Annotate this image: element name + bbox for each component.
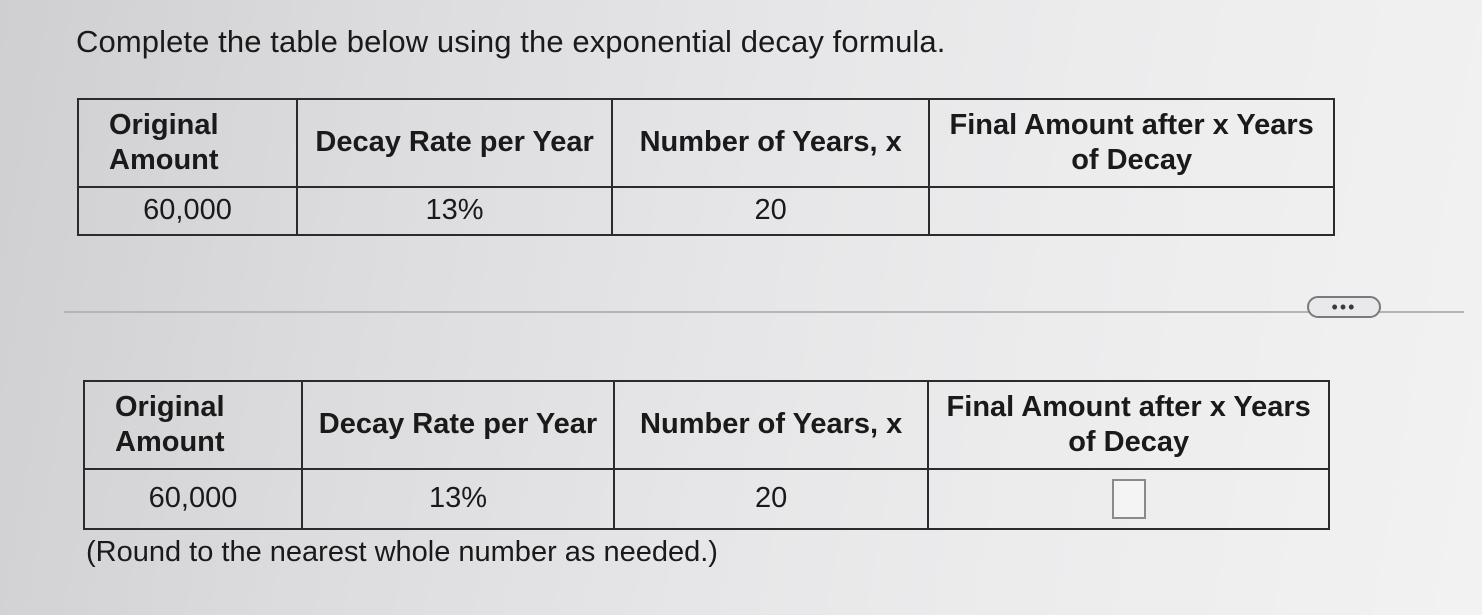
cell-number-of-years: 20 — [612, 187, 929, 235]
header-decay-rate: Decay Rate per Year — [297, 99, 612, 187]
answer-table — [83, 380, 1330, 530]
cell-original-amount: 60,000 — [78, 187, 297, 235]
header-final-amount: Final Amount after x Years of Decay — [928, 381, 1329, 469]
header-number-of-years: Number of Years, x — [614, 381, 928, 469]
table-row — [84, 469, 1329, 529]
rounding-note: (Round to the nearest whole number as needed.) — [86, 536, 718, 568]
header-decay-rate: Decay Rate per Year — [302, 381, 614, 469]
more-options-button[interactable]: ••• — [1307, 296, 1381, 318]
table-row — [78, 187, 1334, 235]
cell-decay-rate: 13% — [297, 187, 612, 235]
header-number-of-years: Number of Years, x — [612, 99, 929, 187]
cell-original-amount: 60,000 — [84, 469, 302, 529]
header-row — [84, 381, 1329, 469]
header-row — [78, 99, 1334, 187]
header-final-amount: Final Amount after x Years of Decay — [929, 99, 1334, 187]
top-table — [77, 98, 1335, 236]
final-amount-answer-input[interactable] — [1112, 479, 1146, 519]
header-original-amount: Original Amount — [84, 381, 302, 469]
header-original-amount: Original Amount — [78, 99, 297, 187]
section-divider — [64, 311, 1464, 313]
cell-decay-rate: 13% — [302, 469, 614, 529]
cell-final-amount — [928, 469, 1329, 529]
cell-number-of-years: 20 — [614, 469, 928, 529]
instruction-text: Complete the table below using the exponential decay formula. — [76, 24, 946, 59]
cell-final-amount — [929, 187, 1334, 235]
